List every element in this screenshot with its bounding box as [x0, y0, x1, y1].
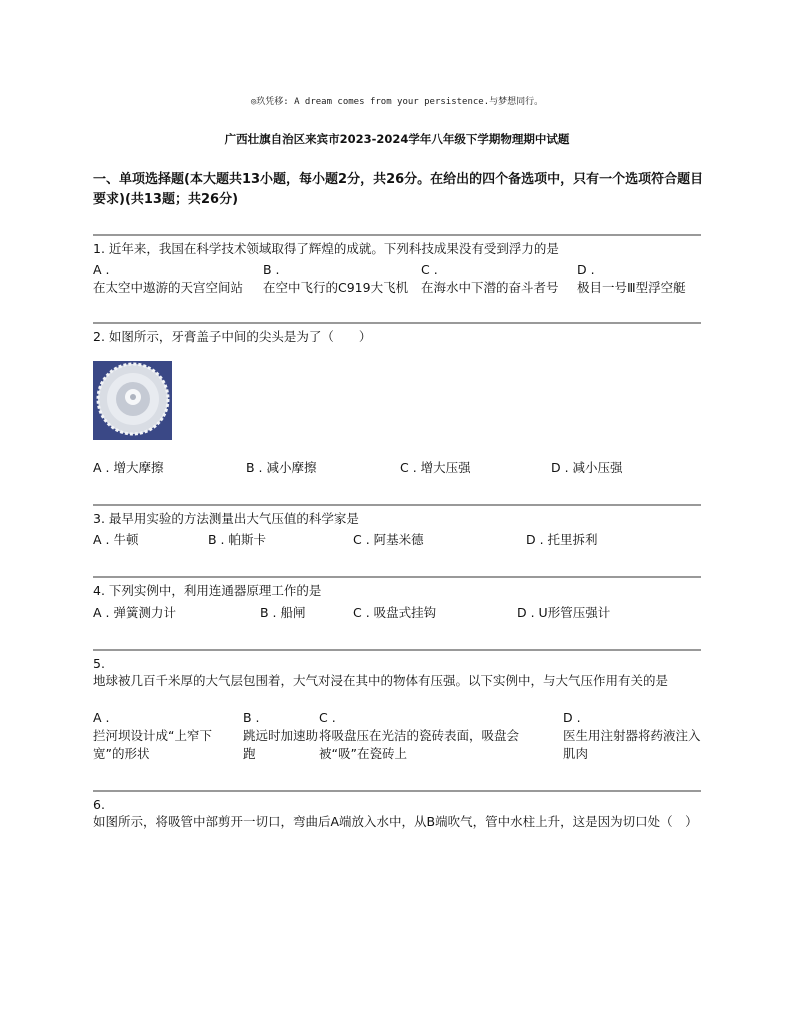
divider [93, 234, 701, 236]
section-heading: 一、单项选择题(本大题共13小题，每小题2分，共26分。在给出的四个备选项中，只有一个选项符合题目要求)(共13题；共26分) [93, 172, 704, 207]
question-3-option-a[interactable]: A . 牛顿 [93, 532, 139, 547]
question-1-option-d[interactable]: D . 极目一号Ⅲ型浮空艇 [577, 262, 686, 295]
question-2-option-b[interactable]: B . 减小摩擦 [246, 460, 317, 475]
page-title: 广西壮旗自治区来宾市2023-2024学年八年级下学期物理期中试题 [224, 132, 570, 146]
question-5-option-d[interactable]: D . 医生用注射器将药液注入肌肉 [563, 710, 701, 761]
question-5-number: 5. [93, 656, 105, 671]
question-1-option-a[interactable]: A . 在太空中遨游的天宫空间站 [93, 262, 244, 295]
question-1-option-c[interactable]: C . 在海水中下潜的奋斗者号 [421, 262, 559, 295]
divider [93, 504, 701, 506]
question-2-option-c[interactable]: C . 增大压强 [400, 460, 471, 475]
toothpaste-cap-image [93, 361, 172, 440]
question-4-option-c[interactable]: C . 吸盘式挂钩 [353, 605, 437, 620]
question-5-option-b[interactable]: B . 跳远时加速助跑 [243, 710, 319, 761]
question-3-option-c[interactable]: C . 阿基米德 [353, 532, 424, 547]
question-5-stem: 地球被几百千米厚的大气层包围着，大气对浸在其中的物体有压强。以下实例中，与大气压作用有关的是 [93, 673, 669, 688]
question-2-option-d[interactable]: D . 减小压强 [551, 460, 623, 475]
divider [93, 576, 701, 578]
question-4-option-b[interactable]: B . 船闸 [260, 605, 306, 620]
question-5-option-c[interactable]: C . 将吸盘压在光洁的瓷砖表面，吸盘会被“吸”在瓷砖上 [319, 710, 520, 761]
question-6-number: 6. [93, 797, 105, 812]
question-5-option-a[interactable]: A . 拦河坝设计成“上窄下宽”的形状 [93, 710, 212, 761]
page-header-motto: ◎玖凭移: A dream comes from your persistence.与梦想同行。 [250, 97, 544, 107]
divider [93, 790, 701, 792]
question-2-option-a[interactable]: A . 增大摩擦 [93, 460, 164, 475]
question-3-stem: 3. 最早用实验的方法测量出大气压值的科学家是 [93, 511, 359, 526]
question-4-option-a[interactable]: A . 弹簧测力计 [93, 605, 176, 620]
question-1-option-b[interactable]: B . 在空中飞行的C919大飞机 [263, 262, 409, 295]
question-4-stem: 4. 下列实例中，利用连通器原理工作的是 [93, 583, 322, 598]
toothpaste-cap-illustration [93, 361, 172, 440]
question-6-stem: 如图所示，将吸管中部剪开一切口，弯曲后A端放入水中，从B端吹气，管中水柱上升，这是因为切口处（ ） [93, 814, 698, 829]
question-3-option-d[interactable]: D . 托里拆利 [526, 532, 598, 547]
question-3-option-b[interactable]: B . 帕斯卡 [208, 532, 266, 547]
question-1-stem: 1. 近年来，我国在科学技术领域取得了辉煌的成就。下列科技成果没有受到浮力的是 [93, 241, 559, 256]
question-2-stem: 2. 如图所示，牙膏盖子中间的尖头是为了（ ） [93, 329, 372, 344]
question-4-option-d[interactable]: D . U形管压强计 [517, 605, 611, 620]
divider [93, 649, 701, 651]
divider [93, 322, 701, 324]
